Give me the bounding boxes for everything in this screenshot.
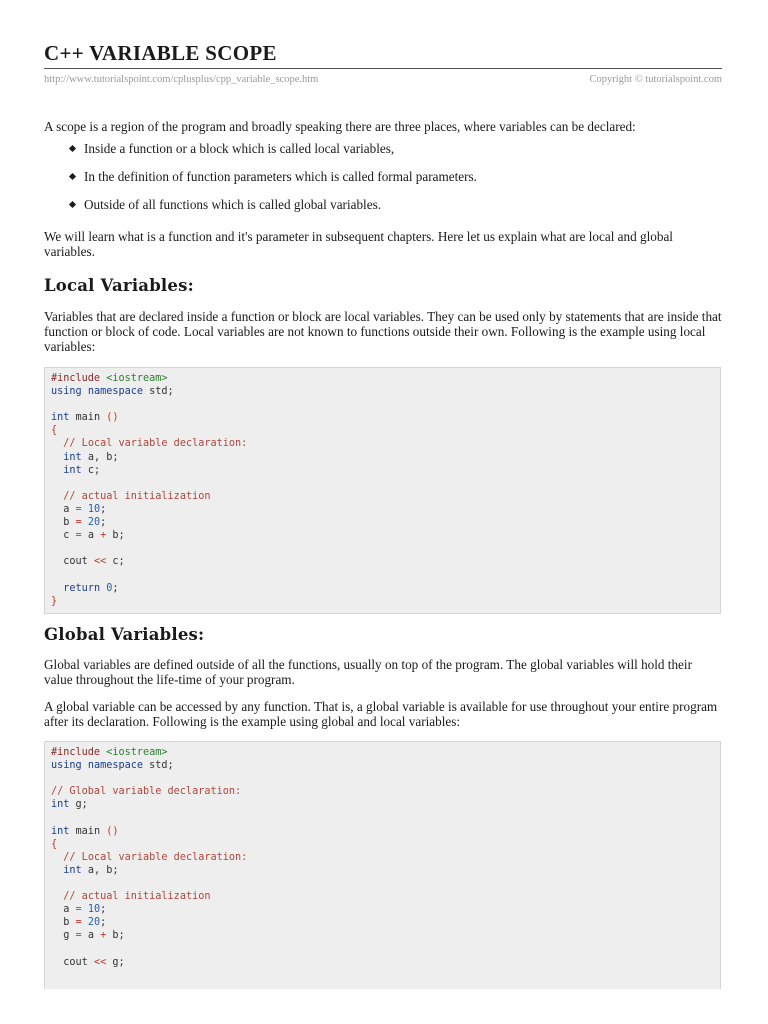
code-line: int a, b; bbox=[63, 451, 119, 463]
code-line bbox=[51, 811, 714, 824]
local-code-block bbox=[44, 367, 721, 614]
intro-paragraph: A scope is a region of the program and broadly speaking there are three places, where variables can be declared: bbox=[44, 119, 636, 134]
code-line: g = a + b; bbox=[51, 930, 125, 942]
code-line bbox=[51, 772, 714, 785]
list-item bbox=[44, 141, 722, 169]
code-line: using namespace std; bbox=[51, 760, 174, 772]
code-line: a = 10; bbox=[51, 904, 107, 916]
list-item bbox=[44, 169, 722, 197]
page-title: C++ VARIABLE SCOPE bbox=[44, 41, 277, 65]
code-line: c = a + b; bbox=[51, 530, 125, 542]
code-line: cout << g; bbox=[51, 956, 125, 968]
code-line: // actual initialization bbox=[63, 490, 211, 502]
code-line: a = 10; bbox=[51, 503, 107, 515]
code-line bbox=[51, 398, 714, 411]
document-page bbox=[44, 40, 722, 989]
local-variables-paragraph: Variables that are declared inside a function or block are local variables. They can be used only by statements that are inside that function or block of code. Local variables are not known to functions outside their own. Following is the example using local variables: bbox=[44, 309, 722, 354]
list-item-text: Inside a function or a block which is called local variables, bbox=[84, 141, 395, 156]
copyright-notice: Copyright © tutorialspoint.com bbox=[589, 74, 722, 85]
source-url[interactable]: http://www.tutorialspoint.com/cplusplus/cpp_variable_scope.htm bbox=[44, 74, 319, 85]
local-variables-heading: Local Variables: bbox=[44, 276, 194, 295]
global-variables-heading: Global Variables: bbox=[44, 625, 205, 644]
code-line: // Global variable declaration: bbox=[51, 786, 242, 798]
code-line: } bbox=[51, 595, 58, 607]
code-line bbox=[51, 542, 714, 555]
global-variables-paragraph-2: A global variable can be accessed by any function. That is, a global variable is available for use throughout your entire program after its declaration. Following is the example using global and local variables: bbox=[44, 699, 718, 729]
global-code-block bbox=[44, 741, 721, 989]
code-line: // Local variable declaration: bbox=[63, 851, 248, 863]
code-line bbox=[51, 942, 714, 955]
code-line: b = 20; bbox=[51, 917, 107, 929]
code-line: // actual initialization bbox=[63, 891, 211, 903]
code-line: { bbox=[51, 838, 58, 850]
code-line: { bbox=[51, 425, 58, 437]
code-line: int main () bbox=[51, 412, 119, 424]
code-line: return 0; bbox=[63, 582, 119, 594]
code-line: // Local variable declaration: bbox=[63, 438, 248, 450]
page-meta bbox=[44, 73, 722, 87]
code-line: int g; bbox=[51, 799, 88, 811]
bullet-icon bbox=[69, 201, 76, 208]
global-variables-paragraph-1: Global variables are defined outside of all the functions, usually on top of the program. The global variables will hold their value throughout the life-time of your program. bbox=[44, 657, 692, 687]
bullet-icon bbox=[69, 145, 76, 152]
list-item-text: Outside of all functions which is called global variables. bbox=[84, 197, 382, 212]
code-line: cout << c; bbox=[51, 556, 125, 568]
code-line: b = 20; bbox=[51, 517, 107, 529]
scope-list bbox=[44, 141, 722, 225]
code-line: int c; bbox=[63, 464, 101, 476]
code-line: int a, b; bbox=[63, 864, 119, 876]
code-line: #include <iostream> bbox=[51, 747, 168, 758]
code-line bbox=[51, 568, 714, 581]
list-item bbox=[44, 197, 722, 225]
code-line: #include <iostream> bbox=[51, 373, 168, 384]
code-line bbox=[51, 477, 714, 490]
bullet-icon bbox=[69, 173, 76, 180]
title-divider bbox=[44, 68, 722, 69]
code-line bbox=[51, 877, 714, 890]
code-line: int main () bbox=[51, 825, 119, 837]
list-item-text: In the definition of function parameters which is called formal parameters. bbox=[84, 169, 477, 184]
code-line: using namespace std; bbox=[51, 386, 174, 398]
followup-paragraph: We will learn what is a function and it's parameter in subsequent chapters. Here let us explain what are local and global variables. bbox=[44, 229, 673, 259]
